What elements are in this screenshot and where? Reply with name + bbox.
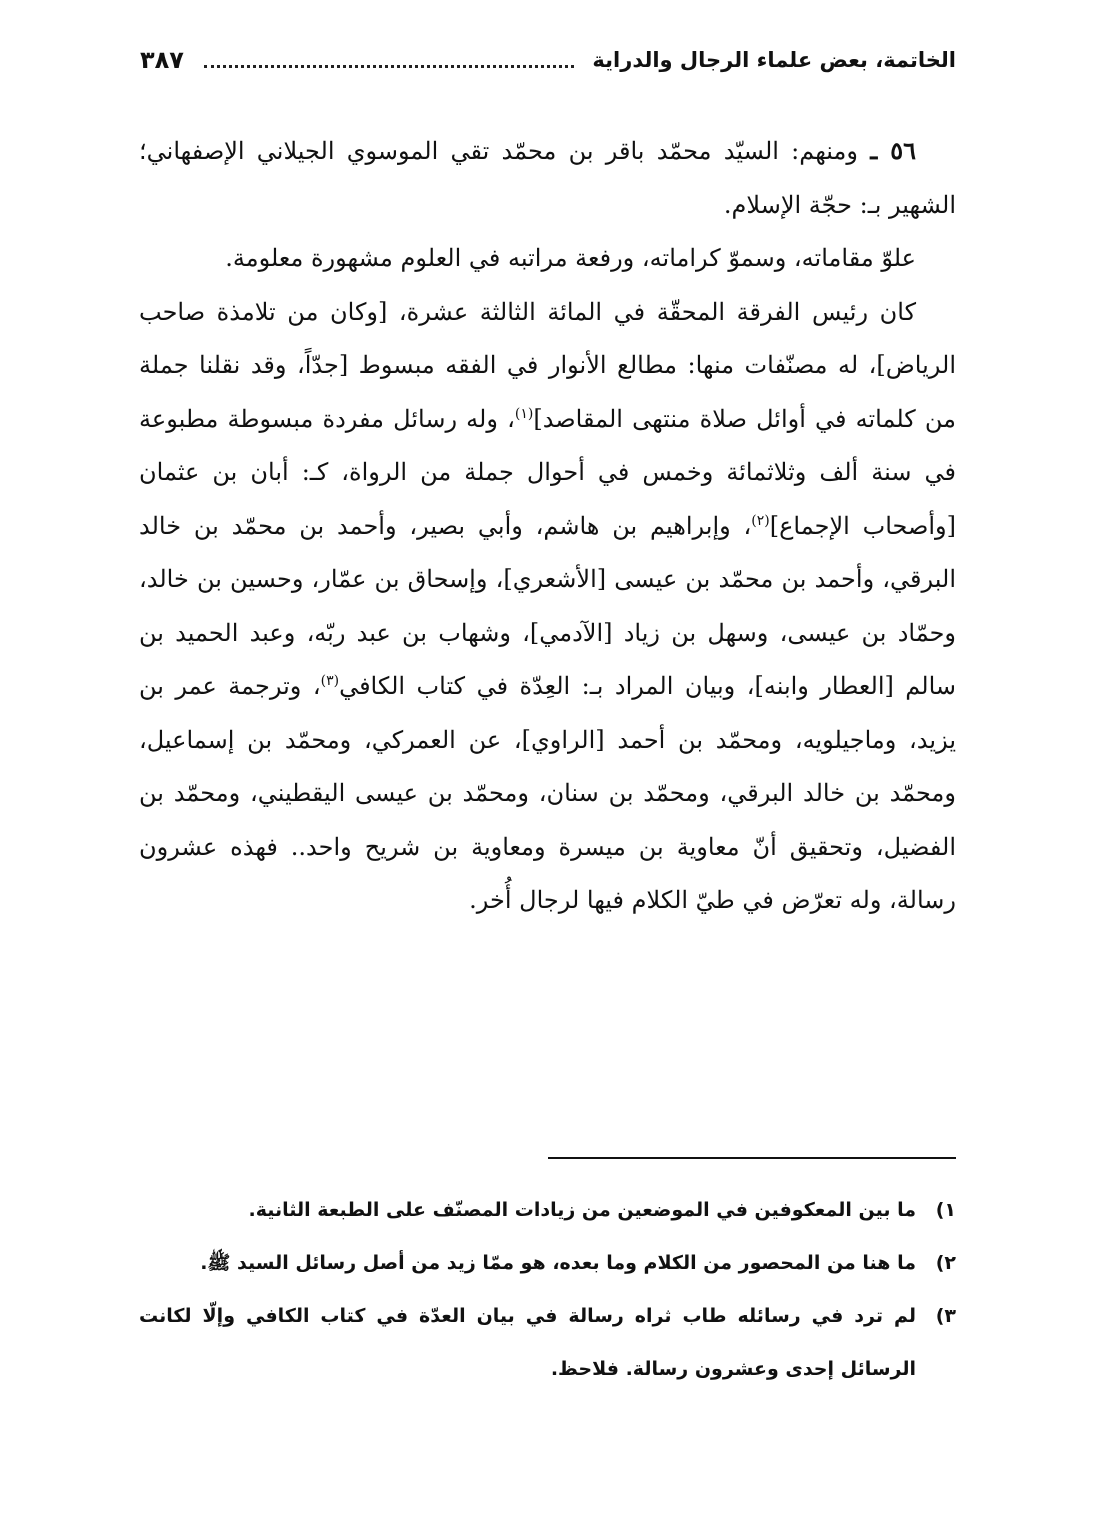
running-header bbox=[140, 40, 956, 80]
main-text bbox=[139, 124, 956, 928]
page-number: ٣٨٧ bbox=[140, 46, 184, 74]
footnote-number: ١) bbox=[935, 1199, 956, 1221]
footnote-separator bbox=[548, 1157, 956, 1159]
footnote bbox=[139, 1290, 956, 1396]
header-title: الخاتمة، بعض علماء الرجال والدراية bbox=[592, 48, 956, 72]
entry-paragraph bbox=[139, 124, 956, 232]
footnote-number: ٢) bbox=[935, 1252, 956, 1274]
text-segment: كان رئيس الفرقة المحقّة في المائة الثالثة عشرة، [وكان من تلامذة صاحب الرياض]، له مصنّفات منها: مطالع الأنوار في الفقه مبسوط [جدّاً، وقد نقلنا جملة من كلماته في أوائل صلاة منتهى المقاصد] bbox=[139, 297, 957, 433]
text-segment: ، وله رسائل مفردة مبسوطة مطبوعة في سنة ألف وثلاثمائة وخمس في أحوال جملة من الرواة، كـ: أبان بن عثمان [وأصحاب الإجماع] bbox=[139, 404, 956, 540]
paragraph bbox=[139, 286, 956, 928]
footnote-ref: (١) bbox=[514, 405, 534, 422]
paragraph: علوّ مقاماته، وسموّ كراماته، ورفعة مراتبه في العلوم مشهورة معلومة. bbox=[225, 244, 916, 272]
text-segment: ، وترجمة عمر بن يزيد، وماجيلويه، ومحمّد بن أحمد [الراوي]، عن العمركي، ومحمّد بن إسماعيل، ومحمّد بن خالد البرقي، ومحمّد بن سنان، ومحمّد بن عيسى اليقطيني، ومحمّد بن الفضيل، وتحقيق أنّ معاوية بن ميسرة ومعاوية بن شريح واحد.. فهذه عشرون رسالة، وله تعرّض في طيّ الكلام فيها لرجال أُخر. bbox=[139, 672, 956, 914]
footnote-text: ما هنا من المحصور من الكلام وما بعده، هو ممّا زيد من أصل رسائل السيد ﷺ. bbox=[200, 1252, 916, 1274]
footnote-ref: (٢) bbox=[751, 512, 770, 529]
entry-text: ومنهم: السيّد محمّد باقر بن محمّد تقي الموسوي الجيلاني الإصفهاني؛ الشهير بـ: حجّة الإسلام. bbox=[139, 137, 956, 219]
footnote bbox=[139, 1184, 956, 1237]
footnote-text: لم ترد في رسائله طاب ثراه رسالة في بيان العدّة في كتاب الكافي وإلّا لكانت الرسائل إحدى وعشرون رسالة. فلاحظ. bbox=[139, 1305, 916, 1380]
text-segment: ، وإبراهيم بن هاشم، وأبي بصير، وأحمد بن محمّد بن خالد البرقي، وأحمد بن محمّد بن عيسى [الأشعري]، وإسحاق بن عمّار، وحسين بن خالد، وحمّاد بن عيسى، وسهل بن زياد [الآدمي]، وشهاب بن عبد ربّه، وعبد الحميد بن سالم [العطار وابنه]، وبيان المراد بـ: العِدّة في كتاب الكافي bbox=[139, 511, 957, 700]
footnote-text: ما بين المعكوفين في الموضعين من زيادات المصنّف على الطبعة الثانية. bbox=[248, 1199, 916, 1221]
footnote-number: ٣) bbox=[935, 1305, 956, 1327]
footnote bbox=[139, 1237, 956, 1290]
entry-number: ٥٦ ـ bbox=[870, 136, 916, 165]
dotted-leader bbox=[204, 53, 574, 68]
footnotes bbox=[139, 1184, 956, 1396]
footnote-ref: (٣) bbox=[320, 673, 340, 689]
